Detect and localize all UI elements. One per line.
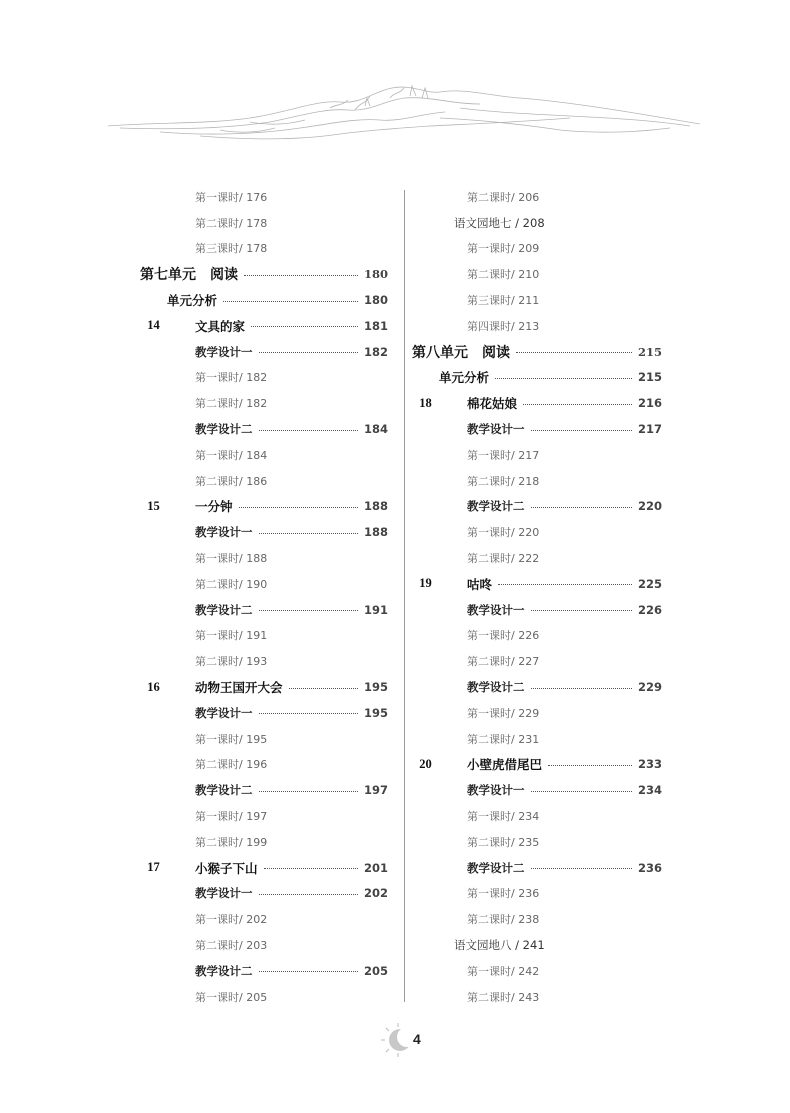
toc-period-row bbox=[140, 648, 388, 674]
toc-period-row bbox=[140, 984, 388, 1010]
entry-title: 第一课时/ 209 bbox=[467, 242, 540, 256]
page-ref: 217 bbox=[637, 422, 662, 437]
lesson-title: 棉花姑娘 bbox=[467, 396, 518, 412]
toc-period-row bbox=[140, 726, 388, 752]
toc-lesson-row bbox=[140, 313, 388, 339]
toc-period-row bbox=[140, 803, 388, 829]
leader-dots bbox=[259, 971, 358, 972]
leader-dots bbox=[223, 301, 358, 302]
entry-title: 第一课时/ 197 bbox=[195, 810, 268, 824]
entry-title: 第二课时/ 203 bbox=[195, 939, 268, 952]
entry-title: 第二课时/ 243 bbox=[467, 990, 540, 1004]
page-ref: 191 bbox=[363, 602, 388, 617]
leader-dots bbox=[498, 584, 632, 585]
moon-icon bbox=[380, 1022, 416, 1058]
toc-period-row bbox=[140, 571, 388, 597]
toc-period-row bbox=[412, 519, 662, 545]
entry-title: 第二课时/ 227 bbox=[467, 655, 540, 669]
entry-title: 语文园地七 / 208 bbox=[454, 215, 545, 230]
lesson-number: 20 bbox=[419, 756, 432, 771]
page-ref: 226 bbox=[637, 602, 662, 617]
page-ref: 202 bbox=[363, 886, 388, 901]
toc-period-row bbox=[140, 184, 388, 210]
toc-period-row bbox=[412, 726, 662, 752]
toc-period-row bbox=[412, 700, 662, 726]
entry-title: 第四课时/ 213 bbox=[467, 319, 540, 333]
entry-title: 第二课时/ 193 bbox=[195, 655, 268, 669]
entry-title: 第三课时/ 211 bbox=[467, 294, 540, 308]
entry-title: 第二课时/ 186 bbox=[195, 474, 268, 488]
page-ref: 234 bbox=[637, 783, 662, 798]
toc-lesson-row bbox=[140, 494, 388, 520]
unit-subtitle: 阅读 bbox=[482, 344, 510, 361]
entry-title: 第二课时/ 190 bbox=[195, 577, 268, 591]
toc-sub-row bbox=[140, 287, 388, 313]
entry-title: 第一课时/ 205 bbox=[195, 990, 268, 1004]
entry-title: 第二课时/ 231 bbox=[467, 732, 540, 746]
page-ref: 180 bbox=[363, 293, 388, 308]
toc-period-row bbox=[412, 906, 662, 932]
toc-design-row bbox=[412, 855, 662, 881]
toc-lesson-row bbox=[412, 390, 662, 416]
toc-garden-row bbox=[412, 210, 662, 236]
entry-title: 教学设计一 bbox=[195, 344, 253, 359]
page-ref: 195 bbox=[363, 680, 388, 695]
toc-lesson-row bbox=[140, 674, 388, 700]
toc-period-row bbox=[412, 261, 662, 287]
toc-period-row bbox=[140, 545, 388, 571]
leader-dots bbox=[259, 533, 358, 534]
toc-period-row bbox=[412, 184, 662, 210]
page-ref: 195 bbox=[363, 705, 388, 720]
page-ref: 181 bbox=[363, 318, 388, 333]
entry-title: 教学设计二 bbox=[195, 783, 253, 798]
page-ref: 180 bbox=[363, 267, 388, 282]
toc-period-row bbox=[412, 881, 662, 907]
page-ref: 225 bbox=[637, 576, 662, 591]
entry-title: 教学设计一 bbox=[467, 602, 525, 617]
toc-design-row bbox=[140, 597, 388, 623]
entry-title: 教学设计一 bbox=[467, 783, 525, 798]
leader-dots bbox=[264, 868, 358, 869]
lesson-title: 文具的家 bbox=[195, 318, 246, 334]
page-number: 4 bbox=[413, 1031, 421, 1047]
page-ref: 197 bbox=[363, 783, 388, 798]
leader-dots bbox=[251, 326, 358, 327]
page-ref: 233 bbox=[637, 757, 662, 772]
lesson-title: 小壁虎借尾巴 bbox=[467, 757, 543, 773]
entry-title: 第一课时/ 242 bbox=[467, 964, 540, 978]
leader-dots bbox=[523, 404, 632, 405]
page-ref: 188 bbox=[363, 499, 388, 514]
toc-design-row bbox=[412, 777, 662, 803]
entry-title: 第一课时/ 234 bbox=[467, 810, 540, 824]
toc-period-row bbox=[412, 468, 662, 494]
entry-title: 第二课时/ 206 bbox=[467, 190, 540, 204]
entry-title: 第二课时/ 199 bbox=[195, 835, 268, 849]
entry-title: 第一课时/ 182 bbox=[195, 371, 268, 385]
page-ref: 229 bbox=[637, 680, 662, 695]
page-ref: 215 bbox=[637, 370, 662, 385]
entry-title: 第二课时/ 238 bbox=[467, 913, 540, 927]
toc-design-row bbox=[140, 519, 388, 545]
lesson-number: 15 bbox=[147, 498, 160, 513]
leader-dots bbox=[531, 688, 632, 689]
entry-title: 教学设计一 bbox=[467, 422, 525, 437]
toc-period-row bbox=[140, 468, 388, 494]
lesson-number: 19 bbox=[419, 576, 432, 591]
page-ref: 201 bbox=[363, 860, 388, 875]
toc-design-row bbox=[140, 700, 388, 726]
toc-unit-row bbox=[140, 261, 388, 287]
entry-title: 第一课时/ 202 bbox=[195, 913, 268, 927]
unit-title: 第八单元 bbox=[412, 344, 468, 361]
entry-title: 第一课时/ 229 bbox=[467, 706, 540, 720]
toc-left-column bbox=[140, 184, 388, 1010]
entry-title: 第一课时/ 188 bbox=[195, 552, 268, 566]
toc-period-row bbox=[140, 829, 388, 855]
toc-lesson-row bbox=[412, 571, 662, 597]
lesson-number: 14 bbox=[147, 318, 160, 333]
toc-period-row bbox=[412, 648, 662, 674]
entry-title: 第二课时/ 222 bbox=[467, 552, 540, 566]
toc-design-row bbox=[412, 674, 662, 700]
entry-title: 第一课时/ 220 bbox=[467, 526, 540, 540]
entry-title: 教学设计二 bbox=[467, 860, 525, 875]
toc-period-row bbox=[412, 545, 662, 571]
toc-garden-row bbox=[412, 932, 662, 958]
toc-period-row bbox=[412, 829, 662, 855]
entry-title: 第二课时/ 178 bbox=[195, 216, 268, 230]
entry-title: 单元分析 bbox=[167, 293, 218, 309]
page-ref: 205 bbox=[363, 963, 388, 978]
page-number-badge bbox=[380, 1022, 440, 1058]
toc-design-row bbox=[412, 597, 662, 623]
page-ref: 188 bbox=[363, 525, 388, 540]
entry-title: 第二课时/ 182 bbox=[195, 397, 268, 411]
leader-dots bbox=[531, 430, 632, 431]
leader-dots bbox=[259, 791, 358, 792]
toc-period-row bbox=[412, 958, 662, 984]
toc-period-row bbox=[412, 442, 662, 468]
entry-title: 第一课时/ 217 bbox=[467, 448, 540, 462]
leader-dots bbox=[244, 275, 358, 276]
leader-dots bbox=[548, 765, 632, 766]
lesson-title: 咕咚 bbox=[467, 576, 493, 592]
toc-right-column bbox=[412, 184, 662, 1010]
landscape-illustration bbox=[100, 78, 710, 168]
entry-title: 教学设计一 bbox=[195, 525, 253, 540]
leader-dots bbox=[531, 791, 632, 792]
leader-dots bbox=[259, 430, 358, 431]
entry-title: 第二课时/ 210 bbox=[467, 268, 540, 282]
lesson-number: 17 bbox=[147, 860, 160, 875]
toc-period-row bbox=[140, 210, 388, 236]
entry-title: 单元分析 bbox=[439, 370, 490, 386]
toc-design-row bbox=[412, 494, 662, 520]
toc-design-row bbox=[140, 777, 388, 803]
leader-dots bbox=[259, 713, 358, 714]
entry-title: 教学设计一 bbox=[195, 886, 253, 901]
leader-dots bbox=[531, 868, 632, 869]
toc-unit-row bbox=[412, 339, 662, 365]
entry-title: 第一课时/ 191 bbox=[195, 629, 268, 643]
toc-period-row bbox=[140, 442, 388, 468]
entry-title: 第二课时/ 218 bbox=[467, 474, 540, 488]
toc-period-row bbox=[412, 236, 662, 262]
leader-dots bbox=[516, 352, 632, 353]
entry-title: 教学设计二 bbox=[195, 602, 253, 617]
toc-period-row bbox=[412, 313, 662, 339]
page-ref: 220 bbox=[637, 499, 662, 514]
entry-title: 第一课时/ 226 bbox=[467, 629, 540, 643]
toc-period-row bbox=[140, 752, 388, 778]
entry-title: 教学设计二 bbox=[195, 963, 253, 978]
entry-title: 教学设计二 bbox=[467, 680, 525, 695]
toc-period-row bbox=[140, 932, 388, 958]
page-ref: 216 bbox=[637, 396, 662, 411]
leader-dots bbox=[289, 688, 358, 689]
page-ref: 184 bbox=[363, 422, 388, 437]
unit-title: 第七单元 bbox=[140, 267, 196, 284]
lesson-number: 18 bbox=[419, 395, 432, 410]
toc-design-row bbox=[140, 958, 388, 984]
leader-dots bbox=[531, 507, 632, 508]
toc-lesson-row bbox=[140, 855, 388, 881]
entry-title: 语文园地八 / 241 bbox=[454, 938, 545, 952]
entry-title: 教学设计一 bbox=[195, 705, 253, 720]
toc-design-row bbox=[140, 416, 388, 442]
toc-sub-row bbox=[412, 365, 662, 391]
toc-design-row bbox=[140, 339, 388, 365]
entry-title: 第一课时/ 184 bbox=[195, 448, 268, 462]
leader-dots bbox=[495, 378, 632, 379]
lesson-title: 动物王国开大会 bbox=[195, 680, 283, 696]
unit-subtitle: 阅读 bbox=[210, 267, 238, 284]
page-ref: 236 bbox=[637, 860, 662, 875]
page-ref: 215 bbox=[637, 344, 662, 359]
toc-period-row bbox=[412, 287, 662, 313]
toc-period-row bbox=[412, 623, 662, 649]
entry-title: 第一课时/ 176 bbox=[195, 190, 268, 204]
entry-title: 第一课时/ 195 bbox=[195, 732, 268, 746]
toc-period-row bbox=[140, 623, 388, 649]
toc-period-row bbox=[140, 906, 388, 932]
toc-period-row bbox=[412, 984, 662, 1010]
toc-design-row bbox=[412, 416, 662, 442]
toc-lesson-row bbox=[412, 752, 662, 778]
entry-title: 教学设计二 bbox=[195, 422, 253, 437]
leader-dots bbox=[259, 610, 358, 611]
lesson-title: 一分钟 bbox=[195, 499, 233, 515]
entry-title: 第一课时/ 236 bbox=[467, 887, 540, 901]
toc-period-row bbox=[140, 390, 388, 416]
toc-period-row bbox=[140, 365, 388, 391]
entry-title: 第三课时/ 178 bbox=[195, 242, 268, 256]
toc-period-row bbox=[140, 236, 388, 262]
leader-dots bbox=[239, 507, 358, 508]
leader-dots bbox=[531, 610, 632, 611]
leader-dots bbox=[259, 352, 358, 353]
column-divider bbox=[404, 190, 405, 1002]
toc-design-row bbox=[140, 881, 388, 907]
lesson-number: 16 bbox=[147, 679, 160, 694]
lesson-title: 小猴子下山 bbox=[195, 860, 258, 876]
entry-title: 教学设计二 bbox=[467, 499, 525, 514]
leader-dots bbox=[259, 894, 358, 895]
page-ref: 182 bbox=[363, 344, 388, 359]
entry-title: 第二课时/ 235 bbox=[467, 835, 540, 849]
entry-title: 第二课时/ 196 bbox=[195, 758, 268, 772]
toc-period-row bbox=[412, 803, 662, 829]
